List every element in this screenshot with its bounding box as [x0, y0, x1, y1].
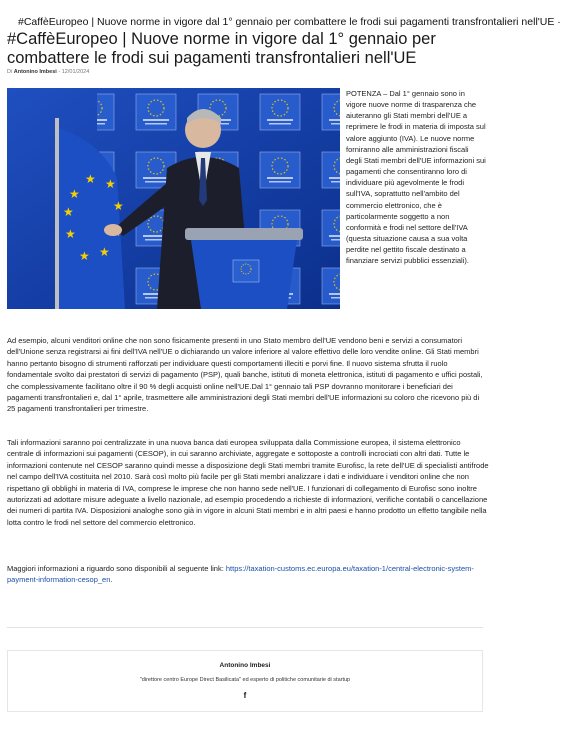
more-info-end: . — [110, 575, 113, 585]
article-paragraph: Tali informazioni saranno poi centralizzate in una nuova banca dati europea sviluppata dalla Commissione europea, il sistema elettronico centrale di informazioni sui pagamenti (CESOP), in cui saranno archiviate, aggregate e sottoposte a controlli incrociati con altri dati. Tutte le informazioni contenute nel CESOP saranno quindi messe a disposizione degli Stati membri tramite Eurofisc, la rete dell'UE di specialisti antifrode nel campo dell'IVA costituita nel 2010. Sarà così molto più facile per gli Stati membri analizzare i dati e individuare i venditori online che non rispettano gli obblighi in materia di IVA, comprese le imprese che non hanno sede nell'UE. I funzionari di collegamento di Eurofisc sono inoltre autorizzati ad adottare misure adeguate a livello nazionale, ad esempio procedendo a richieste di informazioni, verifiche contabili o cancellazione dei numeri di partita IVA. Disposizioni analoghe sono già in vigore in alcuni Stati membri e in altri paesi e hanno prodotto un effetto tangibile nella lotta contro le frodi nel settore del commercio elettronico. — [7, 438, 489, 527]
svg-text:★: ★ — [85, 172, 96, 186]
meta-author-link[interactable]: Antonino Imbesi — [13, 69, 57, 75]
more-info-paragraph — [7, 563, 489, 586]
photo-illustration — [7, 88, 340, 309]
svg-text:★: ★ — [69, 187, 80, 201]
svg-text:★: ★ — [65, 227, 76, 241]
more-info-text: Maggiori informazioni a riguardo sono disponibili al seguente link: — [7, 564, 224, 573]
svg-text:★: ★ — [105, 177, 116, 191]
article-photo — [7, 88, 340, 309]
svg-text:★: ★ — [99, 245, 110, 259]
meta-by: Di — [7, 69, 13, 75]
svg-text:★: ★ — [63, 205, 74, 219]
divider — [7, 627, 483, 628]
svg-text:★: ★ — [113, 199, 124, 213]
author-name[interactable]: Antonino Imbesi — [219, 662, 271, 669]
svg-text:★: ★ — [79, 249, 90, 263]
facebook-icon[interactable]: f — [243, 691, 247, 700]
article-title: #CaffèEuropeo | Nuove norme in vigore dal 1° gennaio per combattere le frodi sui pagamenti transfrontalieri nell'UE — [7, 30, 436, 67]
article-lead: POTENZA – Dal 1° gennaio sono in vigore nuove norme di trasparenza che aiuteranno gli Stati membri dell'UE a reprimere le frodi in materia di imposta sul valore aggiunto (IVA). Le nuove norme forniranno alle amministrazioni fiscali degli Stati membri dell'UE informazioni sui pagamenti che consentiranno loro di individuare più agevolmente le frodi sull'IVA, soprattutto nell'ambito del commercio elettronico, che è particolarmente soggetto a non conformità e frodi nel settore dell'IVA (questa situazione causa a sua volta perdite nel gettito fiscale destinato a finanziare servizi pubblici essenziali). — [346, 89, 486, 266]
meta-date: 12/01/2024 — [61, 69, 90, 75]
cesop-link[interactable]: https://taxation-customs.ec.europa.eu/taxation-1/central-electronic-system-payment-information-cesop_en — [7, 564, 474, 585]
author-bio: "direttore centro Europe Direct Basilicata" ed esperto di politiche comunitarie di startup — [139, 677, 351, 683]
news-ticker[interactable]: #CaffèEuropeo | Nuove norme in vigore dal 1° gennaio per combattere le frodi sui pagamenti transfrontalieri nell'UE · — [18, 16, 561, 28]
article-meta — [7, 69, 89, 75]
meta-separator: - — [58, 69, 61, 75]
article-paragraph: Ad esempio, alcuni venditori online che non sono fisicamente presenti in uno Stato membro dell'UE vendono beni e servizi a consumatori dell'Unione senza registrarsi ai fini dell'IVA nell'UE o dichiarando un valore inferiore al valore effettivo delle loro vendite online. Gli Stati membri hanno pertanto bisogno di strumenti rafforzati per individuare questi comportamenti illeciti e porvi fine. Il nuovo sistema sfrutta il ruolo fondamentale svolto dai prestatori di servizi di pagamento (PSP), quali banche, istituti di moneta elettronica, istituti di pagamento e uffici postali, che complessivamente facilitano oltre il 90 % degli acquisti online nell'UE.Dal 1° gennaio tali PSP dovranno monitorare i beneficiari dei pagamenti transfrontalieri e, dal 1° aprile, trasmettere alle amministrazioni degli Stati membri dell'UE informazioni su coloro che ricevono più di 25 pagamenti transfrontalieri per trimestre. — [7, 336, 483, 414]
author-box — [7, 650, 483, 712]
